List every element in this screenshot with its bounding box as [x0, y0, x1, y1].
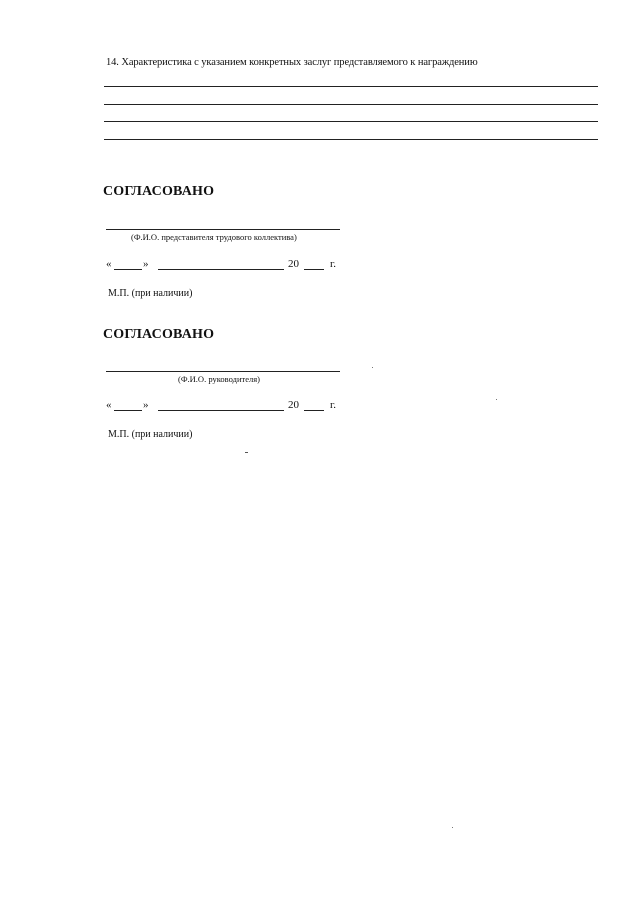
signature-caption-2: (Ф.И.О. руководителя): [178, 374, 260, 384]
signature-line-2[interactable]: [106, 371, 340, 372]
date-close-quote: »: [143, 399, 149, 411]
answer-line-1[interactable]: [104, 86, 598, 87]
date-row-2: [106, 399, 346, 415]
answer-line-2[interactable]: [104, 104, 598, 105]
scan-speck: [496, 399, 497, 400]
date-month-field[interactable]: [158, 410, 284, 411]
signature-caption-1: (Ф.И.О. представителя трудового коллектива): [131, 232, 297, 242]
date-year-prefix: 20: [288, 399, 299, 411]
date-day-field[interactable]: [114, 410, 142, 411]
date-year-suffix: г.: [330, 399, 337, 411]
answer-line-4[interactable]: [104, 139, 598, 140]
scan-speck: [372, 367, 373, 368]
approval-title-2: СОГЛАСОВАНО: [103, 327, 215, 342]
date-year-prefix: 20: [288, 258, 299, 270]
stamp-note-2: М.П. (при наличии): [108, 429, 193, 440]
stamp-note-1: М.П. (при наличии): [108, 288, 193, 299]
scan-speck: [452, 827, 453, 828]
date-year-field[interactable]: [304, 410, 324, 411]
item-14-heading: 14. Характеристика с указанием конкретных заслуг представляемого к награждению: [106, 57, 478, 68]
date-open-quote: «: [106, 399, 112, 411]
date-day-field[interactable]: [114, 269, 142, 270]
signature-line-1[interactable]: [106, 229, 340, 230]
date-year-field[interactable]: [304, 269, 324, 270]
date-open-quote: «: [106, 258, 112, 270]
date-close-quote: »: [143, 258, 149, 270]
approval-title-1: СОГЛАСОВАНО: [103, 184, 215, 199]
scan-speck: [245, 452, 248, 453]
date-row-1: [106, 258, 346, 274]
date-year-suffix: г.: [330, 258, 337, 270]
answer-line-3[interactable]: [104, 121, 598, 122]
date-month-field[interactable]: [158, 269, 284, 270]
